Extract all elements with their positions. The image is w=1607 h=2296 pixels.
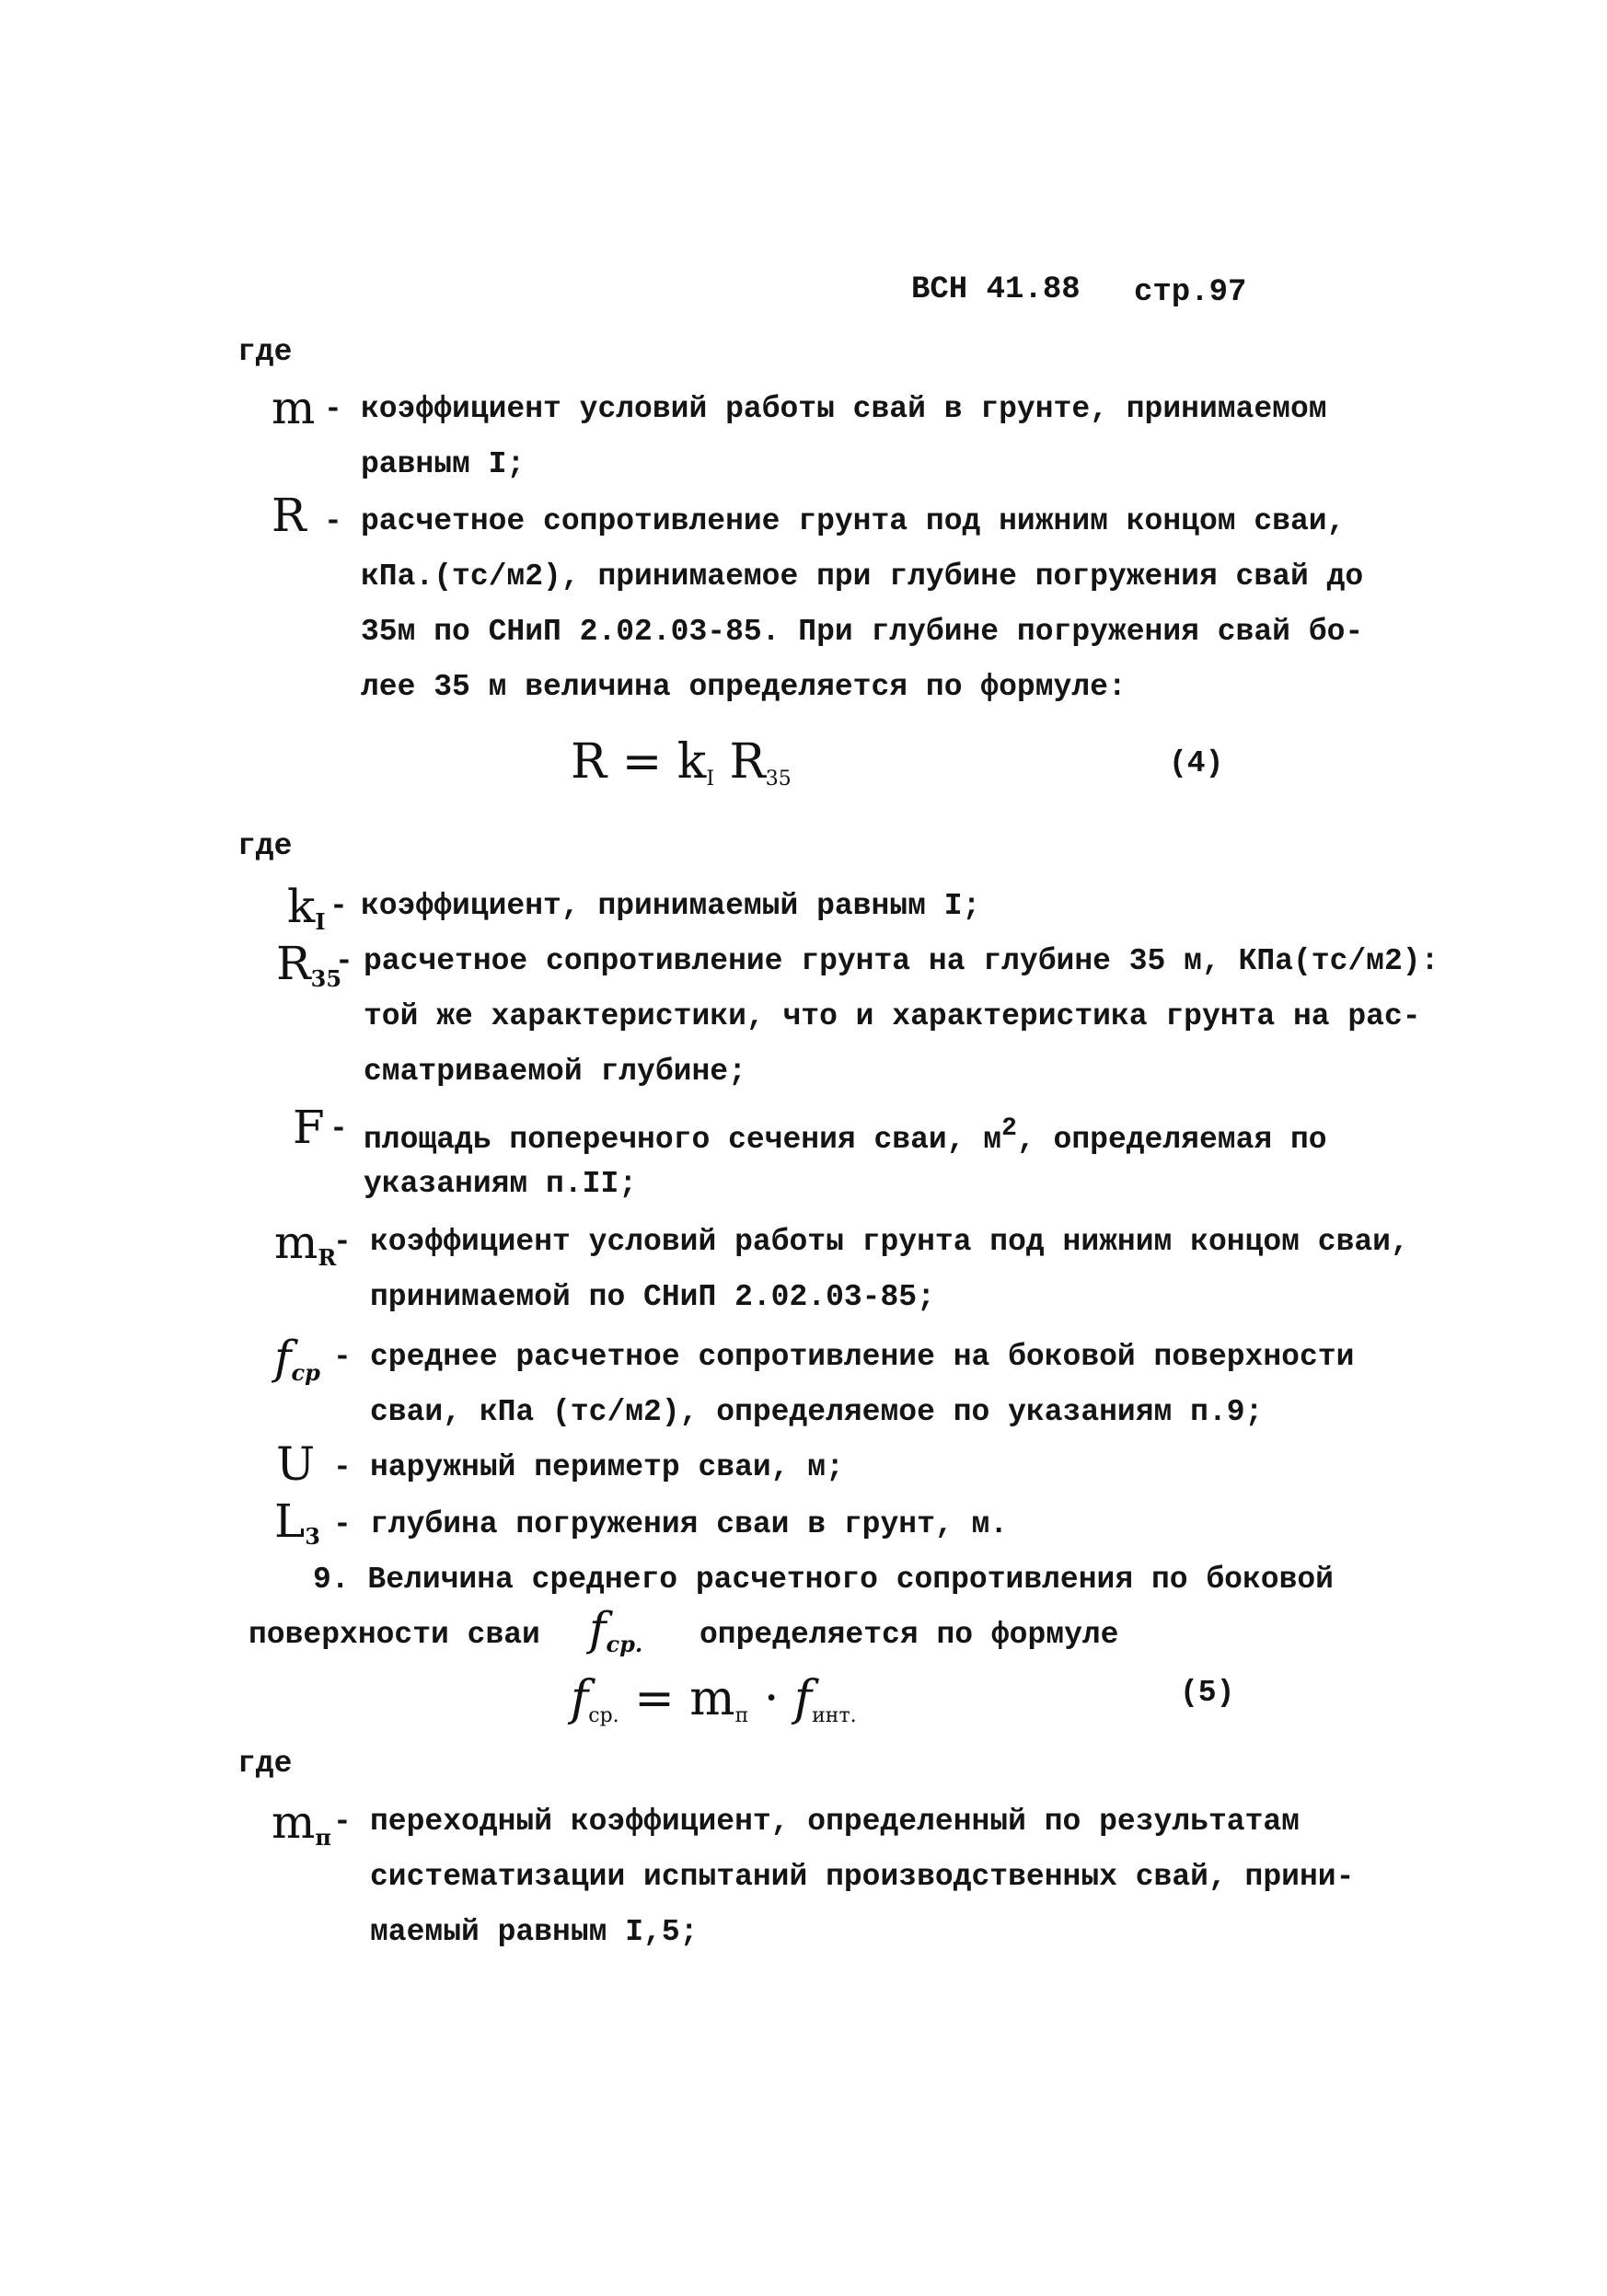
def-F-line1-tail: , определяемая по <box>1016 1123 1327 1157</box>
formula-4-lhs: R <box>571 734 607 790</box>
def-mn-line3: маемый равным I,5; <box>370 1915 699 1949</box>
def-F-line1 <box>364 1111 1327 1159</box>
def-F-line2: указаниям п.II; <box>364 1167 638 1201</box>
para9-line2b: определяется по формуле <box>699 1618 1119 1652</box>
def-R35-line3: сматриваемой глубине; <box>364 1055 746 1089</box>
symbol-U: U <box>276 1437 316 1491</box>
def-R-line1: расчетное сопротивление грунта под нижним концом сваи, <box>361 504 1346 538</box>
formula-4-r: R <box>729 734 766 790</box>
formula-4-r-sub: 35 <box>765 767 792 790</box>
formula-4-equals: = <box>621 734 663 790</box>
def-R-line3: 35м по СНиП 2.02.03-85. При глубине погружения свай бо- <box>361 615 1364 649</box>
dash: - <box>333 1450 352 1484</box>
def-fcp-line1: среднее расчетное сопротивление на боковой поверхности <box>370 1340 1355 1374</box>
dash: - <box>333 1507 352 1541</box>
formula-5-equals: = <box>634 1671 675 1726</box>
doc-code: ВСН 41.88 <box>911 272 1081 307</box>
formula-4-k-sub: I <box>706 767 715 790</box>
dash: - <box>333 1340 352 1374</box>
dash: - <box>333 1805 352 1839</box>
def-m-line1: коэффициент условий работы свай в грунте, принимаемом <box>361 392 1327 426</box>
formula-5-dot: · <box>763 1671 780 1726</box>
dash: - <box>324 392 342 426</box>
dash: - <box>335 944 353 978</box>
def-m-line2: равным I; <box>361 447 526 481</box>
formula-5-m-sub: п <box>734 1704 749 1727</box>
para9-line2a: поверхности сваи <box>249 1618 540 1652</box>
page-number: стр.97 <box>1134 275 1247 310</box>
symbol-mn: $m_п$ <box>272 1795 331 1851</box>
def-F-sup: 2 <box>1001 1114 1017 1143</box>
def-L3-line1: глубина погружения сваи в грунт, м. <box>370 1507 1009 1541</box>
formula-4-number: (4) <box>1169 746 1224 780</box>
formula-5-number: (5) <box>1180 1676 1235 1710</box>
symbol-L3: $L_3$ <box>274 1494 320 1550</box>
where-label: где <box>237 829 293 863</box>
formula-4-k: k <box>676 734 707 790</box>
symbol-F: F <box>293 1101 325 1154</box>
def-mR-line1: коэффициент условий работы грунта под нижним концом сваи, <box>370 1225 1409 1259</box>
def-F-line1-text: площадь поперечного сечения сваи, м <box>364 1123 1002 1157</box>
symbol-m: m <box>272 381 316 434</box>
def-R35-line2: той же характеристики, что и характеристика грунта на рас- <box>364 999 1421 1033</box>
symbol-R35: $R_{35}$ <box>276 937 342 992</box>
def-mR-line2: принимаемой по СНиП 2.02.03-85; <box>370 1280 935 1314</box>
def-fcp-line2: сваи, кПа (тс/м2), определяемое по указаниям п.9; <box>370 1395 1264 1429</box>
def-mn-line2: систематизации испытаний производственных свай, прини- <box>370 1860 1355 1894</box>
formula-5-f: f <box>571 1671 589 1726</box>
def-R35-line1: расчетное сопротивление грунта на глубине 35 м, КПа(тс/м2): <box>364 944 1439 978</box>
where-label: где <box>237 335 293 369</box>
def-mn-line1: переходный коэффициент, определенный по результатам <box>370 1805 1300 1839</box>
formula-5-f-sub: cp. <box>588 1704 619 1727</box>
def-U-line1: наружный периметр сваи, м; <box>370 1450 844 1484</box>
formula-5 <box>571 1673 857 1742</box>
para9-symbol: $f_{cp.}$ <box>589 1602 643 1657</box>
para9-line1: 9. Величина среднего расчетного сопротивления по боковой <box>313 1563 1334 1597</box>
def-k1-line1: коэффициент, принимаемый равным I; <box>361 889 981 923</box>
formula-4 <box>571 736 792 805</box>
formula-5-f2: f <box>793 1671 813 1726</box>
symbol-mR: $m_R$ <box>274 1216 337 1271</box>
formula-5-f2-sub: инт. <box>812 1704 857 1727</box>
def-R-line4: лее 35 м величина определяется по формуле: <box>361 670 1127 704</box>
dash: - <box>329 889 348 923</box>
symbol-k1: $k_I$ <box>287 880 326 935</box>
def-R-line2: кПа.(тс/м2), принимаемое при глубине погружения свай до <box>361 560 1364 594</box>
symbol-fcp: $f_{cp}$ <box>274 1331 320 1386</box>
dash: - <box>333 1225 352 1259</box>
formula-5-m: m <box>689 1671 735 1726</box>
dash: - <box>329 1112 348 1146</box>
symbol-R: R <box>272 489 306 542</box>
where-label: где <box>237 1747 293 1781</box>
dash: - <box>324 504 342 538</box>
